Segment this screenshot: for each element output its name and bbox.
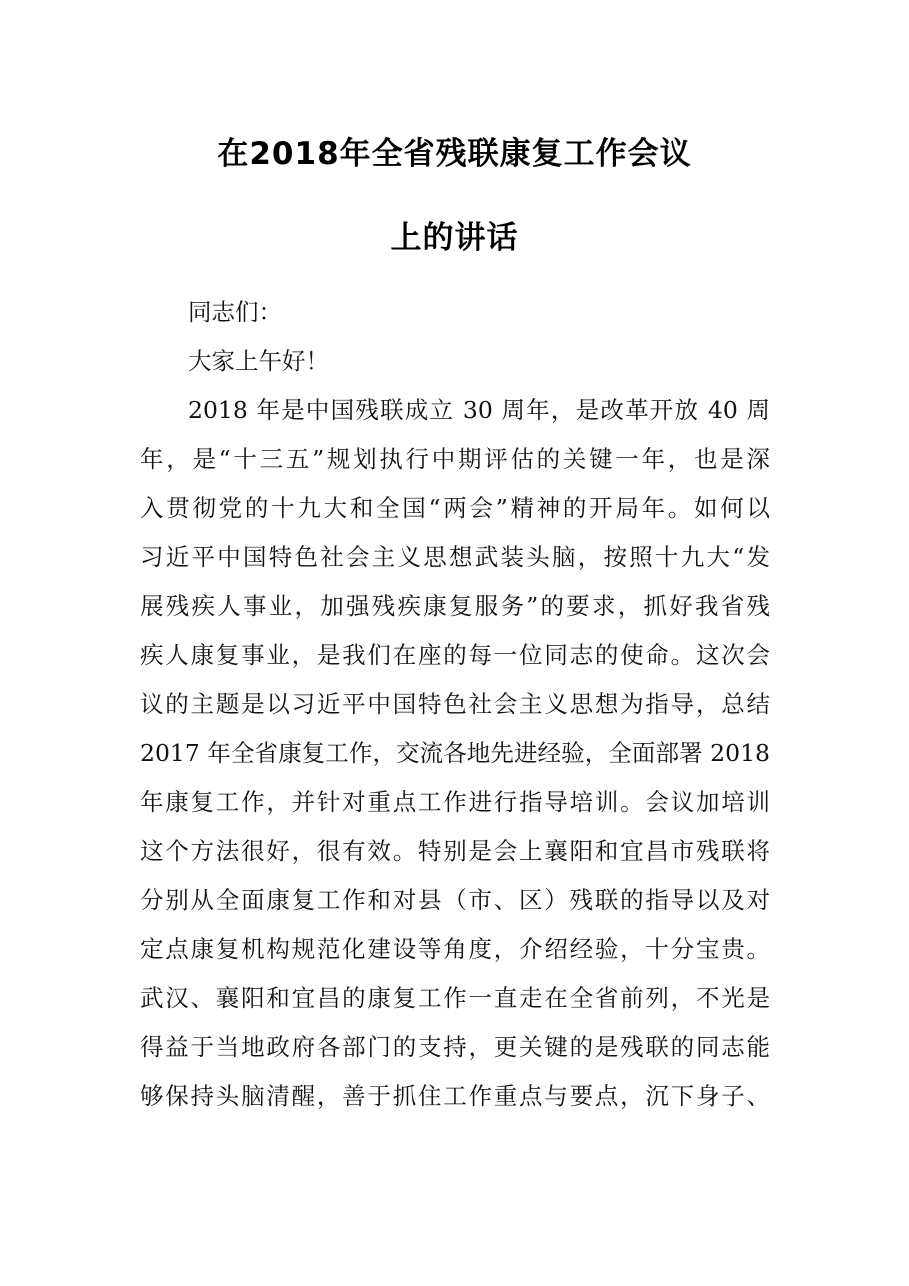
salutation: 同志们：: [188, 298, 282, 326]
greeting: 大家上午好！: [188, 347, 329, 375]
body-line-7: 议的主题是以习近平中国特色社会主义思想为指导，总结: [140, 690, 770, 718]
body-line-4: 习近平中国特色社会主义思想武装头脑，按照十九大“发: [140, 543, 770, 571]
body-line-5: 展残疾人事业，加强残疾康复服务”的要求，抓好我省残: [140, 592, 770, 620]
body-line-14: 得益于当地政府各部门的支持，更关键的是残联的同志能: [140, 1033, 770, 1061]
body-line-12: 定点康复机构规范化建设等角度，介绍经验，十分宝贵。: [140, 935, 770, 963]
body-line-6: 疾人康复事业，是我们在座的每一位同志的使命。这次会: [140, 641, 770, 669]
speech-title-line-1: 在2018年全省残联康复工作会议: [217, 136, 692, 172]
body-line-11: 分别从全面康复工作和对县（市、区）残联的指导以及对: [140, 886, 770, 914]
body-line-1: 2018 年是中国残联成立 30 周年，是改革开放 40 周: [188, 396, 770, 424]
speech-title-line-2: 上的讲话: [390, 220, 519, 256]
body-line-13: 武汉、襄阳和宜昌的康复工作一直走在全省前列，不光是: [140, 984, 770, 1012]
body-line-9: 年康复工作，并针对重点工作进行指导培训。会议加培训: [140, 788, 770, 816]
body-line-10: 这个方法很好，很有效。特别是会上襄阳和宜昌市残联将: [140, 837, 770, 865]
body-line-8: 2017 年全省康复工作，交流各地先进经验，全面部署 2018: [140, 739, 770, 767]
body-line-2: 年，是“十三五”规划执行中期评估的关键一年，也是深: [140, 445, 770, 473]
body-line-3: 入贯彻党的十九大和全国“两会”精神的开局年。如何以: [140, 494, 770, 522]
body-line-15: 够保持头脑清醒，善于抓住工作重点与要点，沉下身子、: [140, 1082, 770, 1110]
